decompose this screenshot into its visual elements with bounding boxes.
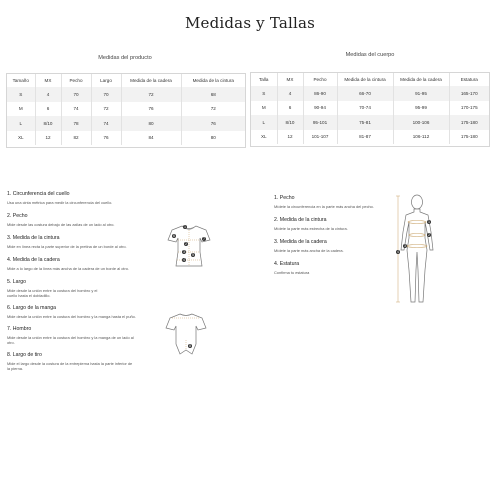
- table-cell: 8/10: [277, 115, 303, 130]
- guide-hip: [7, 257, 167, 271]
- guide-description: Mide desde las costura debajo de las axilas de un lado al otro.: [7, 222, 115, 227]
- table-header-row: [7, 74, 245, 87]
- table-row: [7, 87, 245, 102]
- table-cell: 6: [277, 101, 303, 116]
- table-cell: 12: [277, 130, 303, 145]
- body-table-caption: Medidas del cuerpo: [345, 52, 395, 58]
- guide-heading: 2. Medida de la cintura: [274, 217, 327, 223]
- marker-label: 1: [428, 220, 430, 225]
- guide-heading: 5. Largo: [7, 279, 27, 285]
- guide-shoulder: [7, 326, 167, 346]
- table-cell: 95-101: [303, 115, 337, 130]
- marker-label: 8: [189, 344, 191, 349]
- guide-description: Mídete la parte más estrecha de la cintura.: [274, 226, 348, 231]
- table-cell: 72: [121, 87, 181, 102]
- column-header: Tamaño: [7, 74, 35, 87]
- table-cell: M: [7, 102, 35, 117]
- guide-heading: 7. Hombro: [7, 326, 32, 332]
- table-cell: 95-99: [393, 101, 449, 116]
- column-header: Medida de la cadera: [393, 73, 449, 86]
- table-cell: 91-95: [393, 86, 449, 101]
- table-cell: 68: [210, 91, 216, 97]
- table-cell: XL: [7, 131, 35, 146]
- guide-body-waist: [274, 217, 394, 231]
- table-cell: 75-81: [337, 115, 393, 130]
- guide-description: Mide desde la unión entre la costura del hombro y la manga hasta el puño.: [7, 314, 136, 319]
- table-cell: 100-106: [393, 115, 449, 130]
- table-cell: S: [7, 87, 35, 102]
- guide-rise-length: [7, 352, 167, 372]
- table-cell: L: [251, 115, 277, 130]
- table-cell: 74: [91, 116, 121, 131]
- table-cell: 4: [35, 87, 61, 102]
- table-cell: 175-180: [460, 134, 478, 140]
- column-header: Pecho: [61, 74, 91, 87]
- table-row: [7, 102, 245, 117]
- marker-label: 2: [428, 233, 430, 238]
- guide-heading: 1. Circunferencia del cuello: [7, 191, 70, 197]
- guide-body-hip: [274, 239, 394, 253]
- column-header: Pecho: [303, 73, 337, 86]
- column-header: Medida de la cintura: [192, 78, 234, 83]
- table-cell: 70: [61, 87, 91, 102]
- table-cell: 165-170: [460, 90, 478, 96]
- table-header-row: [251, 73, 489, 86]
- table-cell: 12: [35, 131, 61, 146]
- column-header: Medida de la cintura: [337, 73, 393, 86]
- table-cell: 70-74: [337, 101, 393, 116]
- table-cell: 175-180: [460, 119, 478, 125]
- table-cell: 84: [121, 131, 181, 146]
- table-row: [251, 86, 489, 101]
- column-header: MX: [35, 74, 61, 87]
- guide-waist: [7, 235, 167, 249]
- table-cell: M: [251, 101, 277, 116]
- table-cell: 4: [277, 86, 303, 101]
- marker-label: 6: [173, 234, 175, 239]
- guide-description: Mide en línea recta la parte superior de la pretina de un borde al otro.: [7, 244, 127, 249]
- guide-body-chest: [274, 195, 394, 209]
- guide-description: Mídete la parte más ancha de la cadera.: [274, 248, 344, 253]
- guide-length: [7, 279, 167, 299]
- guide-heading: 3. Medida de la cadera: [274, 239, 327, 245]
- table-cell: 80: [210, 135, 216, 141]
- product-table-caption: Medidas del producto: [98, 55, 152, 61]
- marker-label: 7: [203, 237, 205, 242]
- marker-label: 4: [183, 258, 185, 263]
- guide-description: Mide el largo desde la costura de la entrepierna hasta la parte inferior de la pierna.: [7, 361, 133, 372]
- table-cell: 76: [121, 102, 181, 117]
- table-row: [251, 130, 489, 145]
- table-cell: 76: [91, 131, 121, 146]
- guide-heading: 4. Medida de la cadera: [7, 257, 60, 263]
- body-size-table: [251, 73, 489, 144]
- guide-sleeve-length: [7, 305, 167, 319]
- table-cell: 81-87: [337, 130, 393, 145]
- table-cell: XL: [251, 130, 277, 145]
- guide-heading: 6. Largo de la manga: [7, 305, 57, 311]
- garment-back-figure: [164, 310, 208, 356]
- table-row: [7, 116, 245, 131]
- column-header: MX: [277, 73, 303, 86]
- table-cell: 72: [210, 106, 216, 112]
- guide-heading: 2. Pecho: [7, 213, 28, 219]
- table-cell: 8/10: [35, 116, 61, 131]
- table-cell: 101-107: [303, 130, 337, 145]
- guide-heading: 4. Estatura: [274, 261, 300, 267]
- table-cell: S: [251, 86, 277, 101]
- marker-label: 3: [404, 244, 406, 249]
- table-cell: 72: [91, 102, 121, 117]
- table-row: [251, 101, 489, 116]
- table-cell: 106-112: [393, 130, 449, 145]
- guide-heading: 3. Medida de la cintura: [7, 235, 60, 241]
- table-cell: 66-70: [337, 86, 393, 101]
- guide-chest: [7, 213, 167, 227]
- marker-label: 1: [184, 225, 186, 230]
- table-cell: 82: [61, 131, 91, 146]
- table-cell: L: [7, 116, 35, 131]
- guide-description: Mide desde la unión entre la costura del hombro y la manga de un lado al otro.: [7, 335, 134, 346]
- garment-front-figure: [164, 222, 214, 272]
- table-cell: 76: [210, 120, 216, 126]
- guide-description: Mide a lo largo de la línea más ancha de la cadera de un borde al otro.: [7, 266, 129, 271]
- column-header: Largo: [91, 74, 121, 87]
- guide-heading: 8. Largo de tiro: [7, 352, 42, 358]
- marker-label: 4: [397, 250, 399, 255]
- marker-label: 2: [185, 242, 187, 247]
- table-cell: 74: [61, 102, 91, 117]
- product-size-table: [7, 74, 245, 145]
- column-header: Talla: [251, 73, 277, 86]
- table-cell: 70: [91, 87, 121, 102]
- table-cell: 86-90: [303, 86, 337, 101]
- guide-body-height: [274, 261, 394, 275]
- table-cell: 80: [121, 116, 181, 131]
- body-figure: [392, 192, 442, 308]
- page-title: Medidas y Tallas: [184, 14, 316, 32]
- table-row: [7, 131, 245, 146]
- guide-neck: [7, 191, 167, 205]
- guide-description: Usa una cinta métrica para medir la circunferencia del cuello.: [7, 200, 113, 205]
- guide-description: Confirma tu estatura: [274, 270, 310, 275]
- table-row: [251, 115, 489, 130]
- table-cell: 6: [35, 102, 61, 117]
- column-header: Medida de la cadera: [121, 74, 181, 87]
- table-cell: 170-175: [460, 105, 478, 111]
- marker-label: 5: [192, 253, 194, 258]
- guide-description: Mide desde la unión entre la costura del hombro y el cuello hasta el dobladillo.: [7, 288, 98, 299]
- table-cell: 90-94: [303, 101, 337, 116]
- table-cell: 78: [61, 116, 91, 131]
- marker-label: 3: [183, 250, 185, 255]
- guide-description: Mídete la circunferencia en la parte más ancha del pecho.: [274, 204, 374, 209]
- column-header: Estatura: [460, 77, 478, 82]
- guide-heading: 1. Pecho: [274, 195, 295, 201]
